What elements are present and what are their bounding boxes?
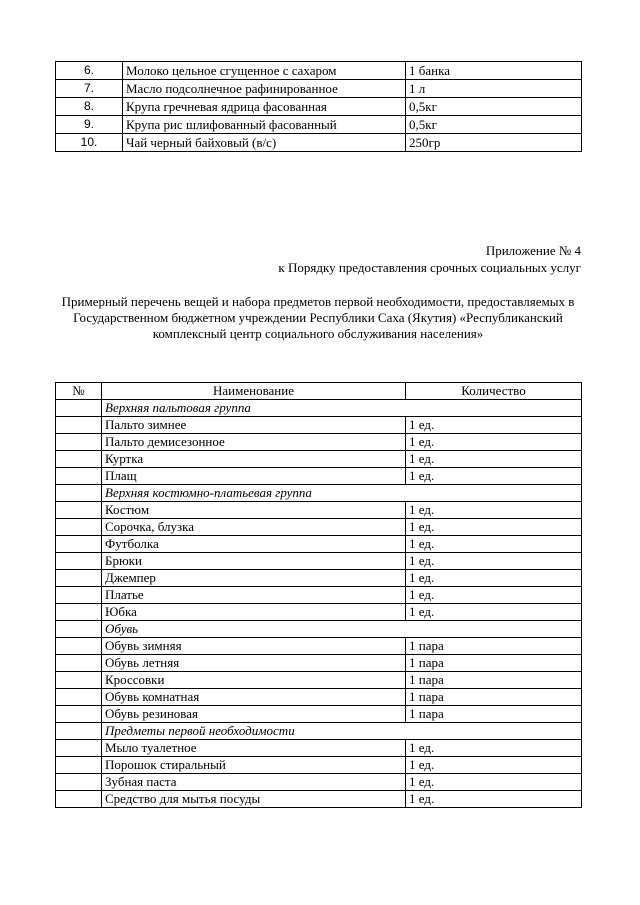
table-row [56, 80, 582, 98]
item-quantity: 1 ед. [406, 553, 582, 570]
item-quantity: 1 ед. [406, 604, 582, 621]
item-name: Джемпер [102, 570, 406, 587]
table-row [56, 62, 582, 80]
item-quantity: 250гр [406, 134, 582, 152]
table-row [56, 570, 582, 587]
table-row [56, 98, 582, 116]
table-row [56, 536, 582, 553]
row-number [56, 502, 102, 519]
table-row [56, 587, 582, 604]
row-number: 7. [56, 80, 123, 98]
item-name: Брюки [102, 553, 406, 570]
table-row [56, 655, 582, 672]
item-name: Сорочка, блузка [102, 519, 406, 536]
item-quantity: 1 ед. [406, 791, 582, 808]
item-name: Куртка [102, 451, 406, 468]
item-name: Молоко цельное сгущенное с сахаром [123, 62, 406, 80]
row-number [56, 757, 102, 774]
row-number [56, 434, 102, 451]
row-number [56, 417, 102, 434]
row-number [56, 553, 102, 570]
item-quantity: 1 пара [406, 655, 582, 672]
row-number [56, 451, 102, 468]
table-row [56, 706, 582, 723]
group-title: Обувь [102, 621, 582, 638]
appendix-subtitle: к Порядку предоставления срочных социальных услуг [278, 260, 581, 275]
item-name: Крупа гречневая ядрица фасованная [123, 98, 406, 116]
item-name: Средство для мытья посуды [102, 791, 406, 808]
table-row [56, 134, 582, 152]
header-name: Наименование [102, 383, 406, 400]
table-row [56, 672, 582, 689]
table-row [56, 638, 582, 655]
row-number [56, 400, 102, 417]
row-number: 8. [56, 98, 123, 116]
appendix-title: Приложение № 4 [485, 243, 581, 258]
item-quantity: 1 ед. [406, 417, 582, 434]
row-number [56, 791, 102, 808]
item-quantity: 1 ед. [406, 757, 582, 774]
group-row [56, 621, 582, 638]
item-name: Обувь летняя [102, 655, 406, 672]
item-name: Платье [102, 587, 406, 604]
item-quantity: 1 пара [406, 638, 582, 655]
table-row [56, 116, 582, 134]
item-quantity: 1 ед. [406, 570, 582, 587]
items-list-table-body [56, 400, 582, 808]
item-name: Обувь резиновая [102, 706, 406, 723]
row-number [56, 519, 102, 536]
row-number [56, 774, 102, 791]
item-name: Футболка [102, 536, 406, 553]
table-header-row [56, 383, 582, 400]
table-row [56, 604, 582, 621]
item-name: Крупа рис шлифованный фасованный [123, 116, 406, 134]
table-row [56, 519, 582, 536]
table-row [56, 502, 582, 519]
item-quantity: 1 пара [406, 672, 582, 689]
table-row [56, 740, 582, 757]
items-list-table [55, 382, 582, 808]
document-heading: Примерный перечень вещей и набора предметов первой необходимости, предоставляемых в Государственном бюджетном учреждении Республики Саха (Якутия) «Республиканский комплексный центр социального обслуживания населения» [61, 294, 575, 341]
item-quantity: 1 ед. [406, 740, 582, 757]
item-quantity: 1 банка [406, 62, 582, 80]
item-name: Чай черный байховый (в/с) [123, 134, 406, 152]
row-number [56, 621, 102, 638]
item-quantity: 1 ед. [406, 434, 582, 451]
row-number [56, 604, 102, 621]
item-quantity: 1 пара [406, 689, 582, 706]
row-number: 6. [56, 62, 123, 80]
row-number [56, 485, 102, 502]
food-items-table-body [56, 62, 582, 152]
row-number [56, 655, 102, 672]
table-row [56, 774, 582, 791]
item-name: Пальто демисезонное [102, 434, 406, 451]
group-title: Верхняя костюмно-платьевая группа [102, 485, 582, 502]
item-name: Юбка [102, 604, 406, 621]
row-number [56, 672, 102, 689]
group-row [56, 485, 582, 502]
item-quantity: 1 ед. [406, 587, 582, 604]
group-row [56, 723, 582, 740]
row-number: 10. [56, 134, 123, 152]
item-name: Мыло туалетное [102, 740, 406, 757]
table-row [56, 434, 582, 451]
item-quantity: 1 ед. [406, 451, 582, 468]
header-quantity: Количество [406, 383, 582, 400]
row-number [56, 689, 102, 706]
row-number: 9. [56, 116, 123, 134]
item-name: Обувь зимняя [102, 638, 406, 655]
row-number [56, 706, 102, 723]
item-name: Зубная паста [102, 774, 406, 791]
row-number [56, 536, 102, 553]
item-quantity: 1 ед. [406, 536, 582, 553]
group-title: Предметы первой необходимости [102, 723, 582, 740]
item-quantity: 1 ед. [406, 502, 582, 519]
item-name: Масло подсолнечное рафинированное [123, 80, 406, 98]
row-number [56, 570, 102, 587]
table-row [56, 468, 582, 485]
item-quantity: 1 пара [406, 706, 582, 723]
row-number [56, 638, 102, 655]
row-number [56, 468, 102, 485]
item-name: Кроссовки [102, 672, 406, 689]
item-quantity: 0,5кг [406, 98, 582, 116]
row-number [56, 723, 102, 740]
item-quantity: 1 л [406, 80, 582, 98]
row-number [56, 587, 102, 604]
item-quantity: 1 ед. [406, 519, 582, 536]
table-row [56, 689, 582, 706]
group-row [56, 400, 582, 417]
row-number [56, 740, 102, 757]
item-quantity: 1 ед. [406, 774, 582, 791]
table-row [56, 417, 582, 434]
group-title: Верхняя пальтовая группа [102, 400, 582, 417]
item-quantity: 0,5кг [406, 116, 582, 134]
table-row [56, 451, 582, 468]
header-number: № [56, 383, 102, 400]
item-name: Обувь комнатная [102, 689, 406, 706]
food-items-table [55, 61, 582, 152]
item-name: Пальто зимнее [102, 417, 406, 434]
item-name: Плащ [102, 468, 406, 485]
table-row [56, 553, 582, 570]
table-row [56, 757, 582, 774]
item-quantity: 1 ед. [406, 468, 582, 485]
item-name: Костюм [102, 502, 406, 519]
item-name: Порошок стиральный [102, 757, 406, 774]
table-row [56, 791, 582, 808]
